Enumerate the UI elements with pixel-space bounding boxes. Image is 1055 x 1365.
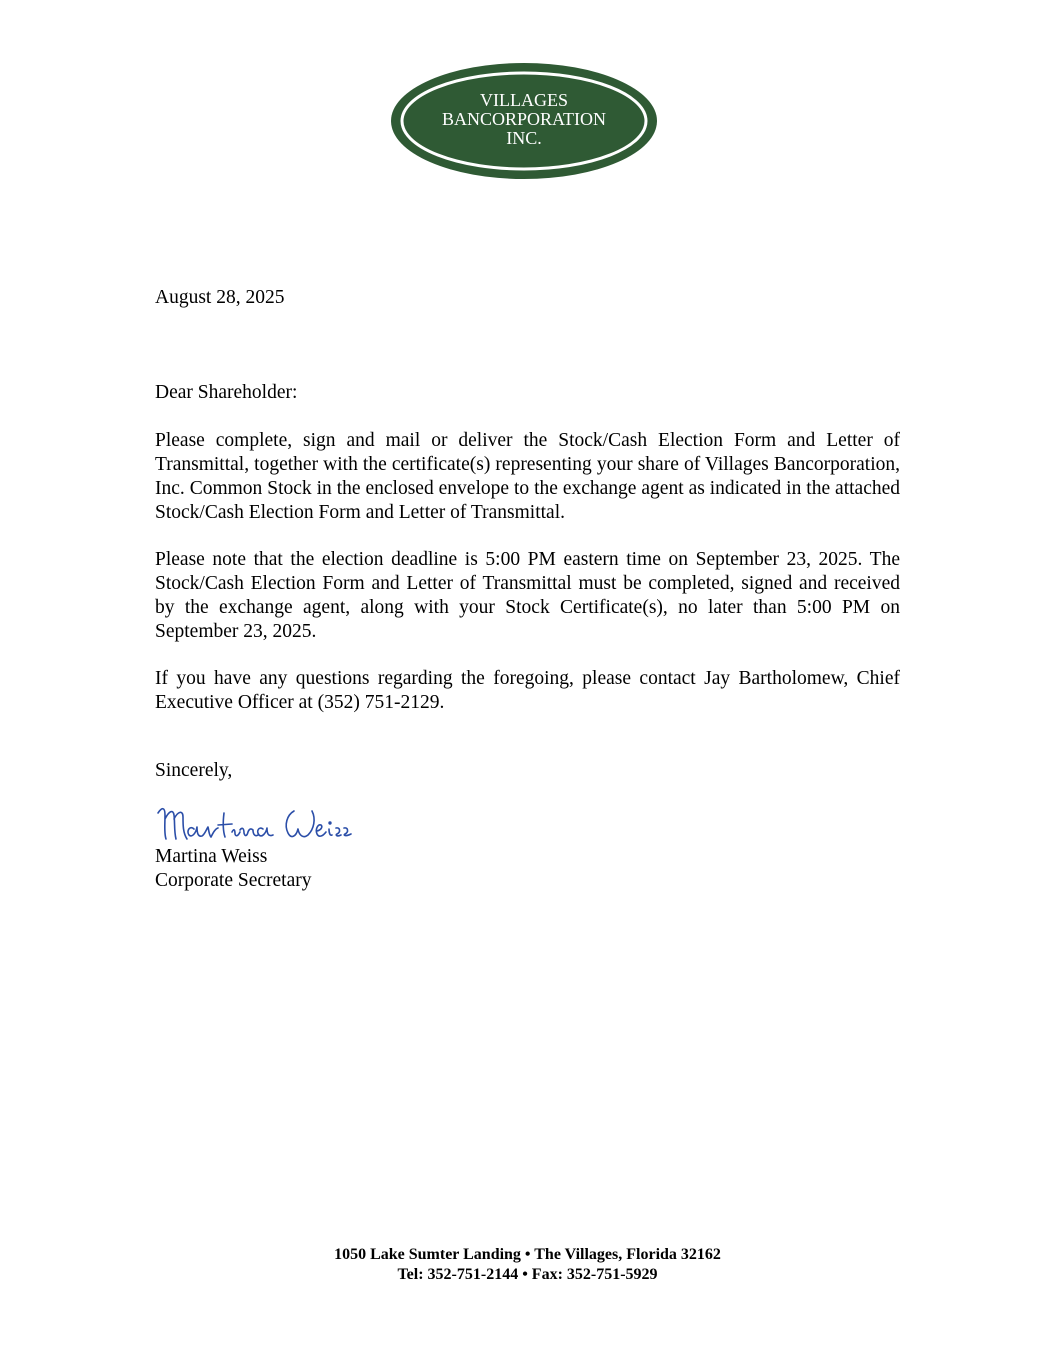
signer-name: Martina Weiss	[155, 846, 268, 867]
footer-address: 1050 Lake Sumter Landing • The Villages, Florida 32162	[334, 1246, 721, 1263]
body-paragraph-deadline: Please note that the election deadline is 5:00 PM eastern time on September 23, 2025. The Stock/Cash Election Form and Letter of Transmittal must be completed, signed and received by the exchange agent, along with your Stock Certificate(s), no later than 5:00 PM on September 23, 2025.	[155, 549, 900, 642]
closing: Sincerely,	[155, 760, 233, 781]
logo-line-2: BANCORPORATION	[441, 109, 607, 129]
letter-date: August 28, 2025	[155, 287, 285, 308]
logo-line-1: VILLAGES	[480, 90, 568, 110]
signer-title: Corporate Secretary	[155, 870, 312, 891]
footer-phone-fax: Tel: 352-751-2144 • Fax: 352-751-5929	[397, 1266, 658, 1283]
company-logo	[390, 62, 658, 180]
logo-line-3: INC.	[506, 128, 542, 148]
body-paragraph-contact: If you have any questions regarding the foregoing, please contact Jay Bartholomew, Chief Executive Officer at (352) 751-2129.	[155, 668, 900, 713]
body-paragraph-election-form: Please complete, sign and mail or deliver the Stock/Cash Election Form and Letter of Transmittal, together with the certificate(s) representing your share of Villages Bancorporation, Inc. Common Stock in the enclosed envelope to the exchange agent as indicated in the attached Stock/Cash Election Form and Letter of Transmittal.	[155, 430, 900, 523]
handwritten-signature	[152, 799, 367, 849]
salutation: Dear Shareholder:	[155, 382, 298, 403]
